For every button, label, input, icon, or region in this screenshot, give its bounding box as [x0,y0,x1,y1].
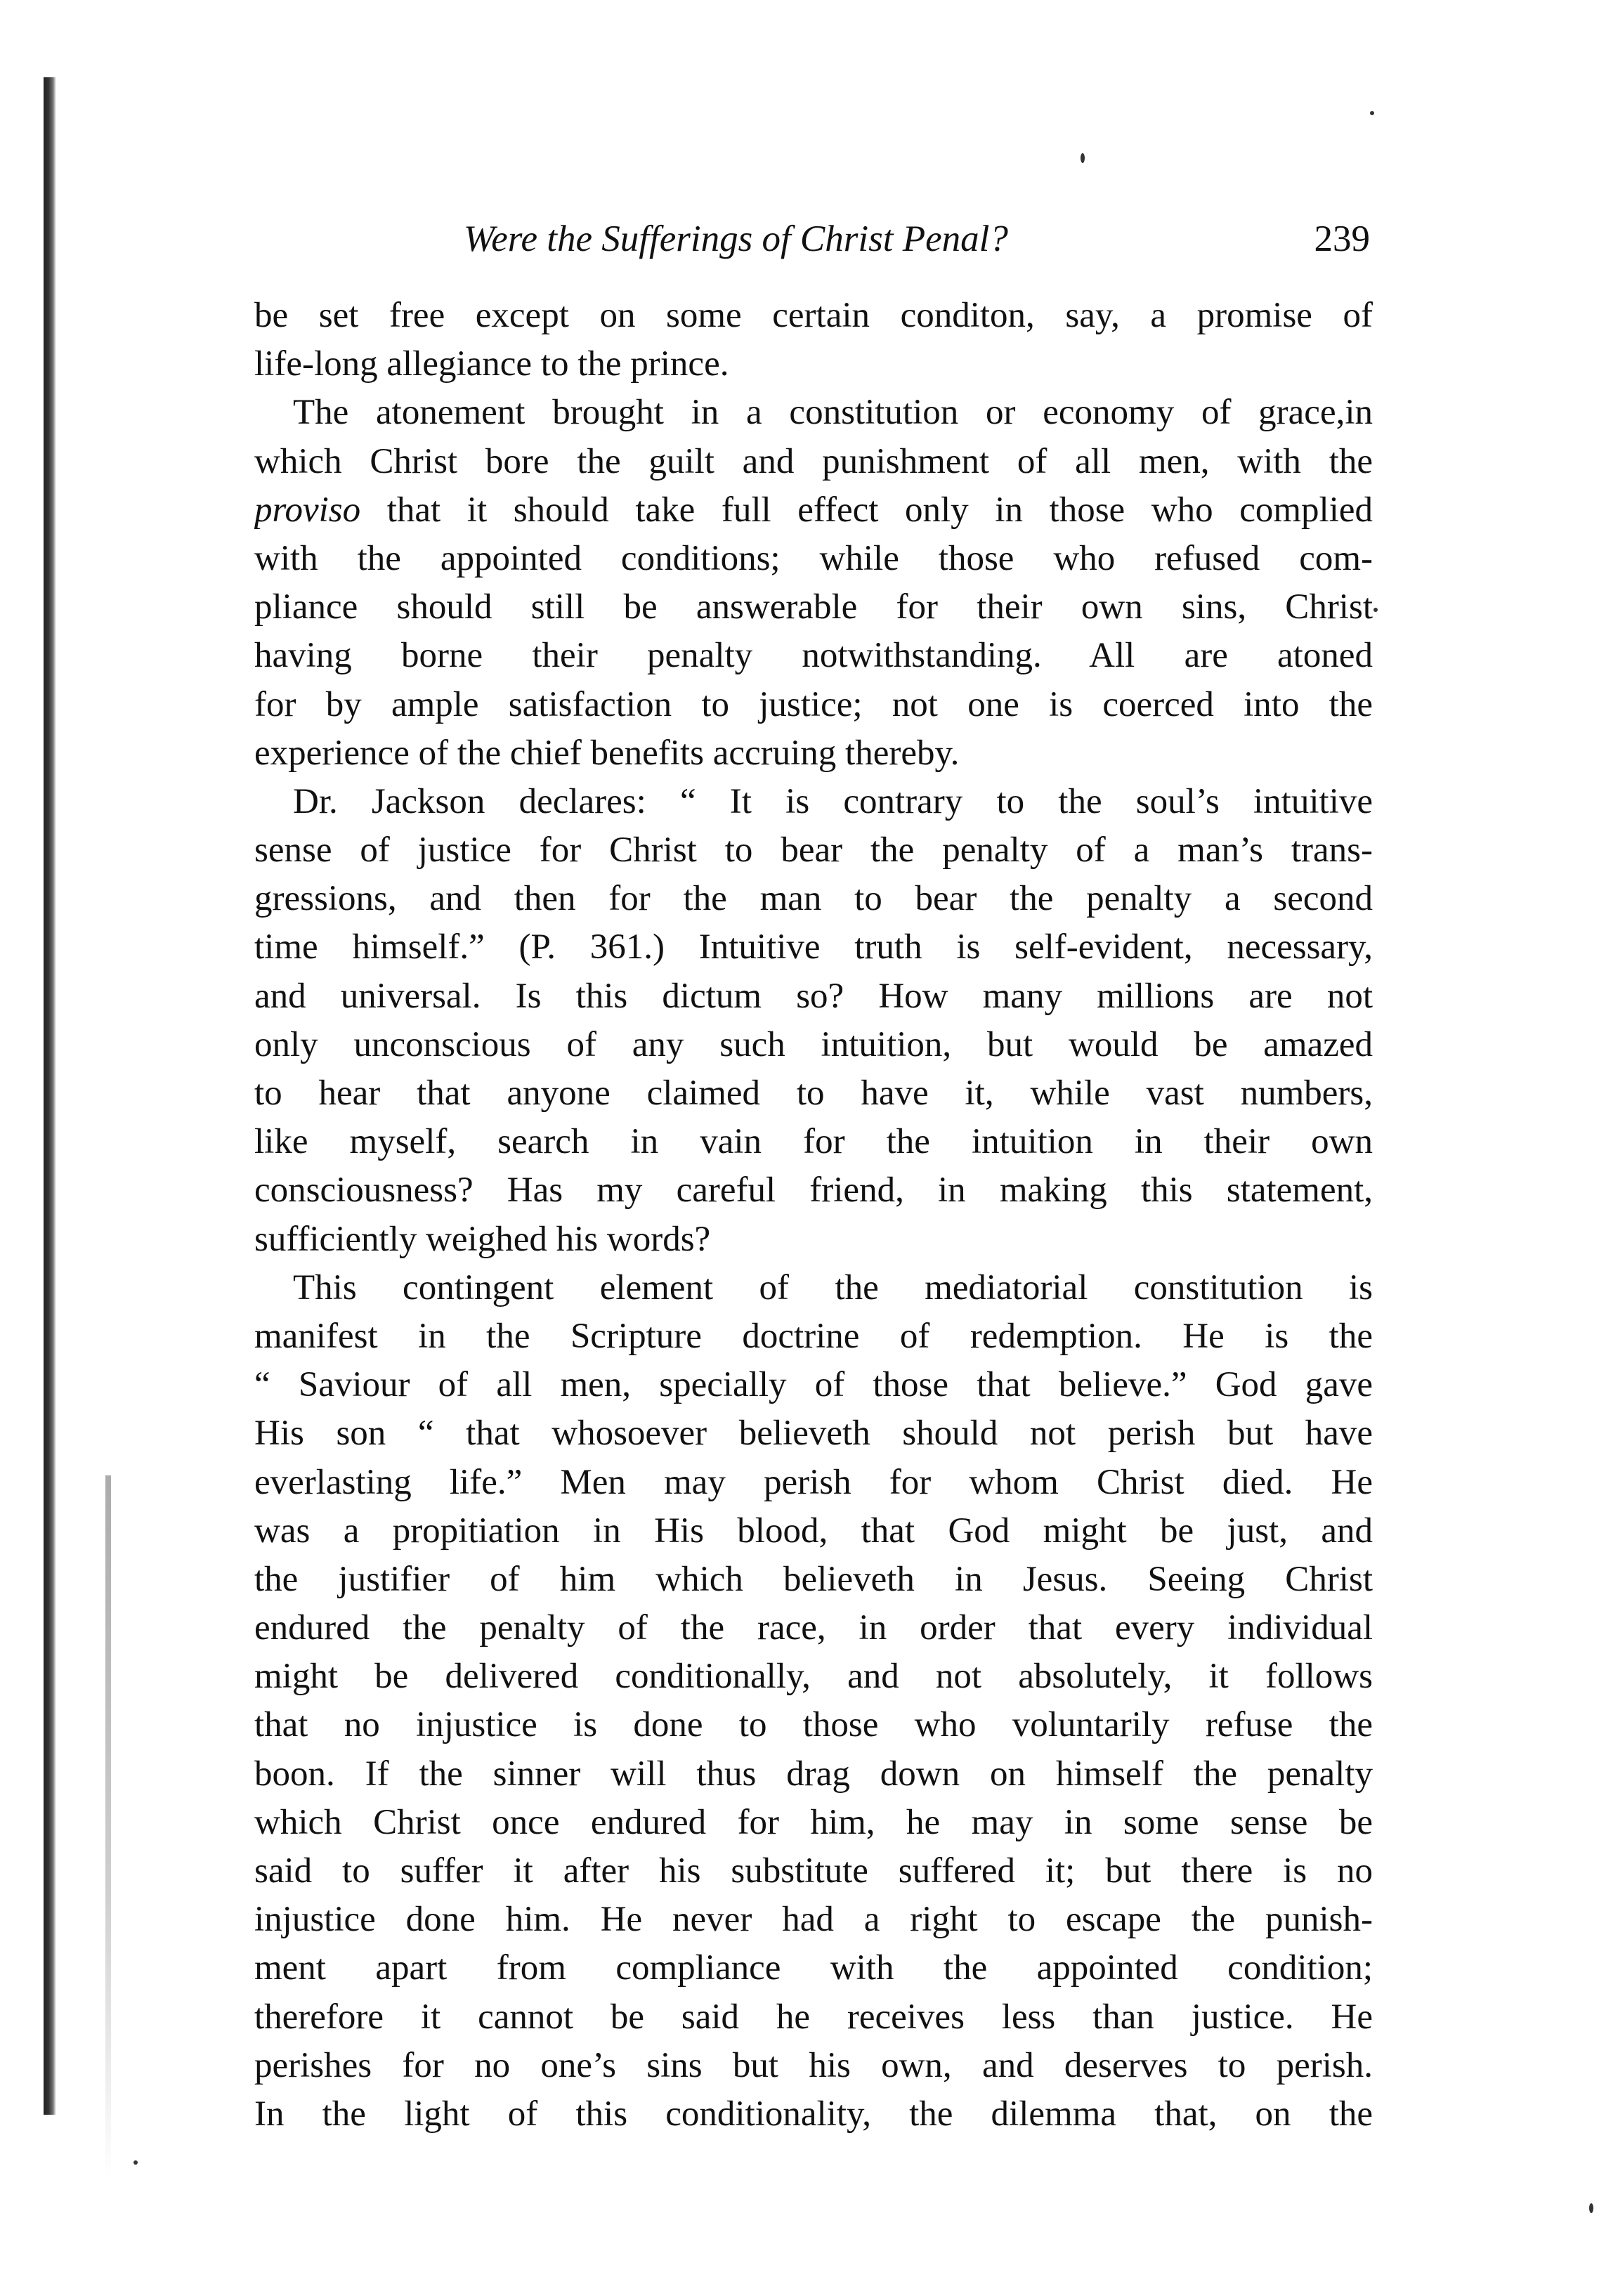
text-line: said to suffer it after his substitute suffered it; but there is no [254,1851,1373,1891]
text-line: manifest in the Scripture doctrine of redemption. He is the [254,1316,1373,1356]
text-line: gressions, and then for the man to bear the penalty a second [254,879,1373,919]
page-binding-shadow [44,77,56,2115]
text-line: to hear that anyone claimed to have it, while vast numbers, [254,1074,1373,1113]
text-line: consciousness? Has my careful friend, in making this statement, [254,1170,1373,1211]
text-line: experience of the chief benefits accruing thereby. [254,733,960,773]
text-line: for by ample satisfaction to justice; not one is coerced into the [254,684,1373,724]
text-line: only unconscious of any such intuition, but would be amazed [254,1024,1373,1064]
text-line: injustice done him. He never had a right to escape the punish- [254,1900,1373,1940]
text-line: “ Saviour of all men, specially of those that believe.” God gave [254,1365,1373,1405]
text-line: might be delivered conditionally, and not absolutely, it follows [254,1657,1373,1697]
text-line: which Christ once endured for him, he may in some sense be [254,1802,1373,1842]
text-line: everlasting life.” Men may perish for whom Christ died. He [254,1462,1373,1502]
text-line: which Christ bore the guilt and punishment of all men, with the [254,441,1373,481]
text-line: with the appointed conditions; while those who refused com- [254,538,1373,578]
text-line: pliance should still be answerable for their own sins, Christ [254,587,1373,627]
text-line: like myself, search in vain for the intuition in their own [254,1122,1373,1162]
text-line: boon. If the sinner will thus drag down on himself the penalty [254,1754,1373,1794]
italic-word: proviso [254,490,361,530]
text-line: was a propitiation in His blood, that God might be just, and [254,1511,1373,1551]
text-line: endured the penalty of the race, in order that every individual [254,1608,1373,1648]
text-line: sense of justice for Christ to bear the penalty of a man’s trans- [254,830,1373,870]
text-line: that no injustice is done to those who voluntarily refuse the [254,1705,1373,1745]
text-line: be set free except on some certain conditon, say, a promise of [254,296,1373,335]
scan-speck [1081,153,1085,163]
text-line: life-long allegiance to the prince. [254,344,729,384]
text-line: This contingent element of the mediatorial constitution is [293,1267,1373,1307]
text-line: proviso that it should take full effect only in those who complied [254,490,1373,530]
page-edge-shadow [105,1475,111,2178]
text-line: perishes for no one’s sins but his own, and deserves to perish. [254,2045,1373,2085]
body-text [254,292,1373,2139]
text-line: sufficiently weighed his words? [254,1219,711,1259]
text-line: the justifier of him which believeth in Jesus. Seeing Christ [254,1559,1373,1599]
text-line: and universal. Is this dictum so? How many millions are not [254,976,1373,1016]
page-number: 239 [1314,218,1370,259]
running-title: Were the Sufferings of Christ Penal? [464,218,1008,259]
text-line: Dr. Jackson declares: “ It is contrary to the soul’s intuitive [293,781,1373,821]
text-line: The atonement brought in a constitution or economy of grace,in [293,393,1373,433]
text-line: ment apart from compliance with the appointed condition; [254,1948,1373,1988]
text-line: having borne their penalty notwithstanding. All are atoned [254,636,1373,676]
running-header [253,214,1377,270]
scan-speck [1589,2203,1593,2213]
scan-speck [1370,111,1374,115]
text-line: therefore it cannot be said he receives less than justice. He [254,1997,1373,2037]
text-line: His son “ that whosoever believeth should not perish but have [254,1414,1373,1454]
scan-speck [1373,608,1378,612]
text-line: time himself.” (P. 361.) Intuitive truth is self-evident, necessary, [254,927,1373,967]
text-line: In the light of this conditionality, the dilemma that, on the [254,2094,1373,2134]
scan-speck [133,2160,138,2165]
